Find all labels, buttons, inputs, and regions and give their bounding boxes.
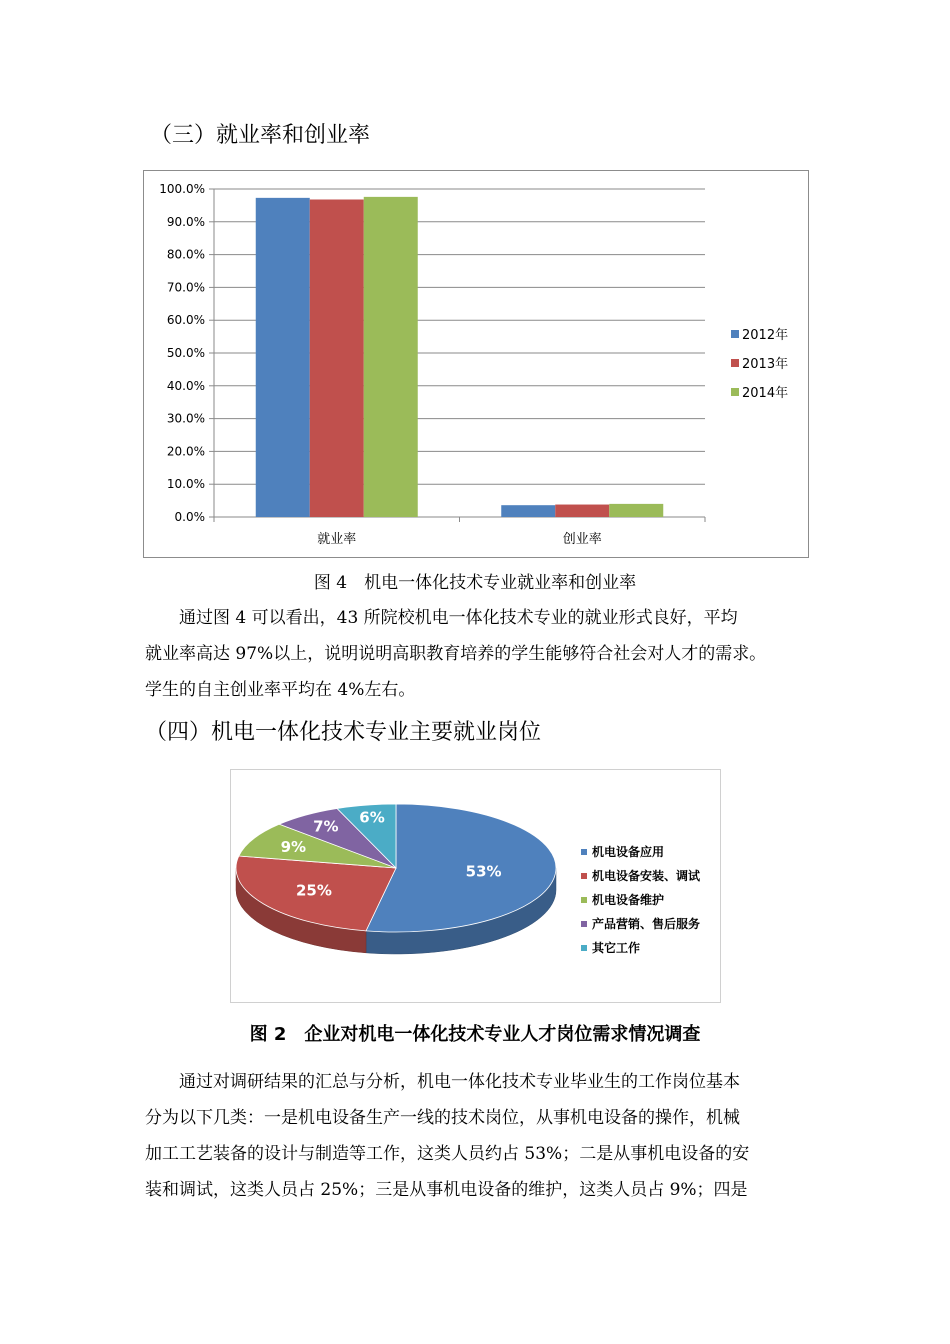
y-tick-label: 80.0% <box>166 247 205 262</box>
pie-chart-frame <box>230 769 721 1003</box>
pie-value-label: 53% <box>465 862 502 881</box>
y-tick-label: 20.0% <box>166 444 205 459</box>
legend-swatch <box>581 921 587 927</box>
x-tick-label: 创业率 <box>562 532 602 547</box>
paragraph-line: 加工工艺装备的设计与制造等工作，这类人员约占 53%；二是从事机电设备的安 <box>145 1144 750 1164</box>
paragraph-line: 学生的自主创业率平均在 4%左右。 <box>145 680 416 700</box>
legend-swatch <box>731 359 739 367</box>
paragraph-line: 分为以下几类：一是机电设备生产一线的技术岗位，从事机电设备的操作，机械 <box>145 1108 740 1128</box>
bar-chart-frame <box>143 170 809 558</box>
paragraph-2 <box>145 1064 807 1208</box>
figure-caption-4: 图 4 机电一体化技术专业就业率和创业率 <box>313 573 637 593</box>
section-heading-4: （四）机电一体化技术专业主要就业岗位 <box>145 720 542 745</box>
bar <box>609 504 663 517</box>
y-tick-label: 10.0% <box>166 477 205 492</box>
bar <box>364 197 418 517</box>
pie-value-label: 6% <box>359 808 385 827</box>
bar <box>256 198 310 517</box>
paragraph-line: 通过图 4 可以看出，43 所院校机电一体化技术专业的就业形式良好，平均 <box>179 608 738 628</box>
legend-swatch <box>731 388 739 396</box>
pie-value-label: 7% <box>313 817 339 836</box>
y-tick-label: 70.0% <box>166 280 205 295</box>
y-tick-label: 40.0% <box>166 378 205 393</box>
section-heading-3: （三）就业率和创业率 <box>150 123 371 148</box>
y-tick-label: 0.0% <box>174 510 205 524</box>
pie-value-label: 9% <box>280 838 307 857</box>
legend-label: 2013年 <box>742 357 789 372</box>
legend-label: 产品营销、售后服务 <box>592 917 701 931</box>
paragraph-line: 装和调试，这类人员占 25%；三是从事机电设备的维护，这类人员占 9%；四是 <box>145 1180 748 1200</box>
y-tick-label: 90.0% <box>166 214 205 229</box>
pie-chart <box>231 770 720 1002</box>
legend-label: 机电设备维护 <box>592 893 665 907</box>
y-tick-label: 30.0% <box>166 411 205 426</box>
bar <box>555 505 609 517</box>
legend-label: 2012年 <box>742 328 789 343</box>
paragraph-line: 通过对调研结果的汇总与分析，机电一体化技术专业毕业生的工作岗位基本 <box>179 1072 740 1092</box>
legend-label: 其它工作 <box>592 941 641 955</box>
bar-chart <box>144 171 808 557</box>
legend-swatch <box>581 849 587 855</box>
legend-swatch <box>581 873 587 879</box>
figure-caption-2: 图 2 企业对机电一体化技术专业人才岗位需求情况调查 <box>249 1024 701 1045</box>
y-tick-label: 50.0% <box>166 346 205 360</box>
bar <box>310 199 364 517</box>
legend-label: 2014年 <box>742 386 789 401</box>
x-tick-label: 就业率 <box>317 532 357 547</box>
paragraph-line: 就业率高达 97%以上，说明说明高职教育培养的学生能够符合社会对人才的需求。 <box>145 644 767 664</box>
paragraph-1 <box>145 600 807 708</box>
legend-label: 机电设备应用 <box>592 845 665 859</box>
legend-label: 机电设备安装、调试 <box>592 869 701 883</box>
legend-swatch <box>731 330 739 338</box>
y-tick-label: 60.0% <box>166 313 205 328</box>
bar <box>501 505 555 517</box>
legend-swatch <box>581 897 587 903</box>
legend-swatch <box>581 945 587 951</box>
y-tick-label: 100.0% <box>159 182 205 196</box>
pie-value-label: 25% <box>296 881 332 900</box>
